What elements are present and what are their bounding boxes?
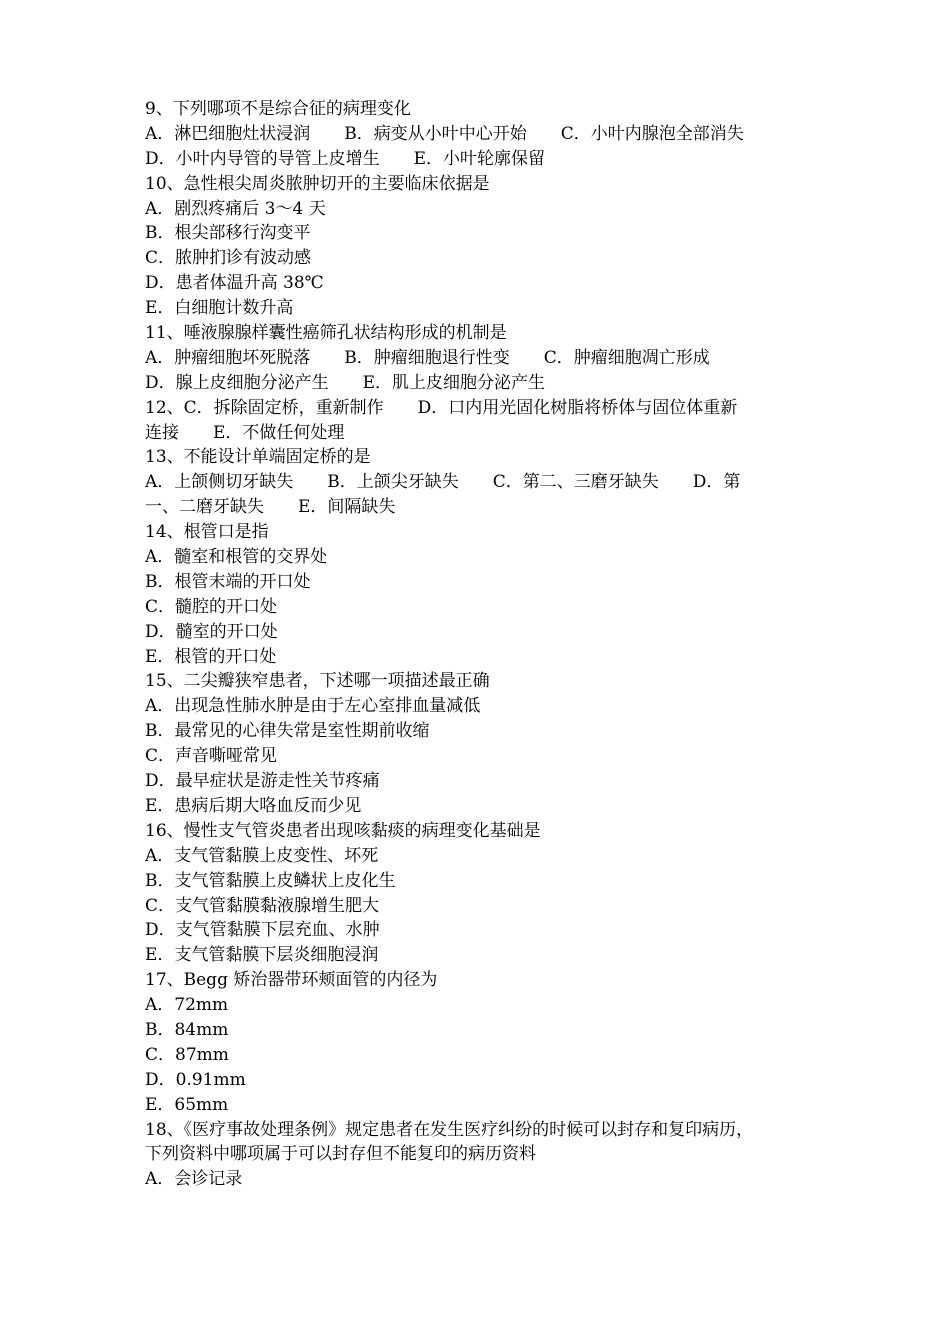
question-17-option-c: C．87mm (145, 1044, 229, 1065)
question-14-option-c: C．髓腔的开口处 (145, 596, 278, 617)
question-9-options-line-1: A．淋巴细胞灶状浸润 B．病变从小叶中心开始 C．小叶内腺泡全部消失 (145, 123, 744, 144)
question-17-option-e: E．65mm (145, 1094, 229, 1115)
question-10-option-d: D．患者体温升高 38℃ (145, 273, 324, 294)
question-14-stem: 14、根管口是指 (145, 522, 269, 543)
question-12-line-2: 连接 E．不做任何处理 (145, 422, 345, 443)
question-14-option-a: A．髓室和根管的交界处 (145, 547, 328, 568)
question-18-stem-line-1: 18、《医疗事故处理条例》规定患者在发生医疗纠纷的时候可以封存和复印病历， (145, 1119, 754, 1140)
question-16-option-a: A．支气管黏膜上皮变性、坏死 (145, 845, 379, 866)
question-10-option-e: E．白细胞计数升高 (145, 298, 294, 319)
question-16-option-c: C．支气管黏膜黏液腺增生肥大 (145, 895, 380, 916)
question-15-option-a: A．出现急性肺水肿是由于左心室排血量减低 (145, 696, 481, 717)
question-11-options-line-1: A．肿瘤细胞坏死脱落 B．肿瘤细胞退行性变 C．肿瘤细胞凋亡形成 (145, 347, 710, 368)
question-14-option-d: D．髓室的开口处 (145, 621, 278, 642)
question-16-option-e: E．支气管黏膜下层炎细胞浸润 (145, 945, 379, 966)
question-9-options-line-2: D．小叶内导管的导管上皮增生 E．小叶轮廓保留 (145, 148, 546, 169)
question-12-line-1: 12、C．拆除固定桥，重新制作 D．口内用光固化树脂将桥体与固位体重新 (145, 397, 738, 418)
question-9-stem: 9、下列哪项不是综合征的病理变化 (145, 99, 411, 119)
question-13-options-line-1: A．上颌侧切牙缺失 B．上颌尖牙缺失 C．第二、三磨牙缺失 D．第 (145, 472, 741, 493)
question-15-option-b: B．最常见的心律失常是室性期前收缩 (145, 721, 430, 742)
question-15-stem: 15、二尖瓣狭窄患者，下述哪一项描述最正确 (145, 671, 490, 692)
question-10-stem: 10、急性根尖周炎脓肿切开的主要临床依据是 (145, 173, 490, 194)
question-10-option-c: C．脓肿扪诊有波动感 (145, 248, 312, 269)
question-17-stem: 17、Begg 矫治器带环颊面管的内径为 (145, 970, 438, 991)
question-18-option-a: A．会诊记录 (145, 1169, 243, 1190)
question-16-stem: 16、慢性支气管炎患者出现咳黏痰的病理变化基础是 (145, 820, 541, 841)
question-14-option-e: E．根管的开口处 (145, 646, 277, 667)
question-14-option-b: B．根管末端的开口处 (145, 571, 311, 592)
question-16-option-b: B．支气管黏膜上皮鳞状上皮化生 (145, 870, 396, 891)
question-18-stem-line-2: 下列资料中哪项属于可以封存但不能复印的病历资料 (145, 1144, 536, 1165)
question-17-option-a: A．72mm (145, 995, 229, 1016)
question-11-stem: 11、唾液腺腺样囊性癌筛孔状结构形成的机制是 (145, 323, 507, 344)
question-10-option-b: B．根尖部移行沟变平 (145, 223, 311, 244)
question-17-option-d: D．0.91mm (145, 1069, 246, 1090)
question-10-option-a: A．剧烈疼痛后 3～4 天 (145, 198, 326, 219)
question-16-option-d: D．支气管黏膜下层充血、水肿 (145, 920, 380, 941)
question-13-options-line-2: 一、二磨牙缺失 E．间隔缺失 (145, 497, 396, 518)
question-11-options-line-2: D．腺上皮细胞分泌产生 E．肌上皮细胞分泌产生 (145, 372, 546, 393)
question-15-option-d: D．最早症状是游走性关节疼痛 (145, 771, 380, 792)
document-page (145, 97, 810, 1192)
question-15-option-c: C．声音嘶哑常见 (145, 746, 278, 767)
question-17-option-b: B．84mm (145, 1019, 229, 1040)
question-13-stem: 13、不能设计单端固定桥的是 (145, 447, 371, 468)
question-15-option-e: E．患病后期大咯血反而少见 (145, 795, 362, 816)
